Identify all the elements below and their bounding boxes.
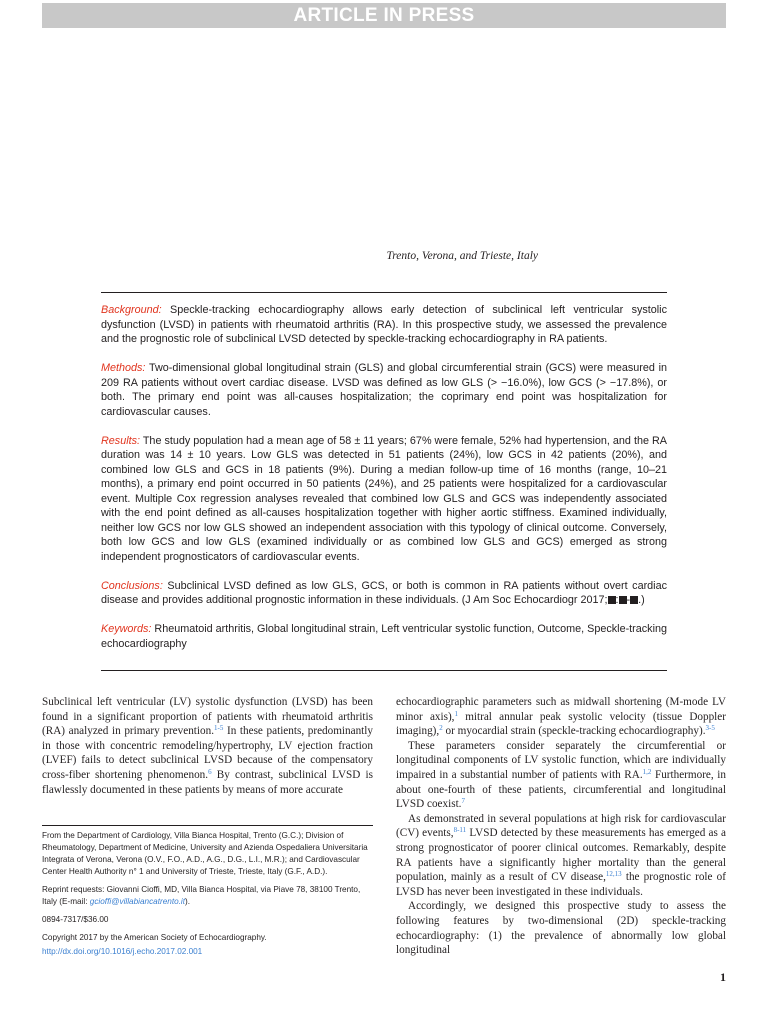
right-p1-text-3: or myocardial strain (speckle-tracking echocardiography). (442, 725, 706, 738)
citation-ref[interactable]: 1,2 (642, 767, 652, 776)
author-affiliation-line: Trento, Verona, and Trieste, Italy (386, 250, 538, 262)
background-label: Background: (101, 304, 162, 316)
right-paragraph-3 (396, 812, 726, 900)
doi-link[interactable]: http://dx.doi.org/10.1016/j.echo.2017.02.001 (42, 947, 203, 956)
issue-placeholder-square (619, 596, 627, 604)
citation-ref[interactable]: 8-11 (453, 826, 467, 835)
conclusions-label: Conclusions: (101, 579, 163, 592)
citation-ref[interactable]: 12,13 (605, 870, 622, 879)
volume-placeholder-square (608, 596, 616, 604)
citation-ref[interactable]: 6 (208, 767, 212, 776)
footnote-issn: 0894-7317/$36.00 (42, 915, 109, 924)
abstract-bottom-rule (101, 670, 667, 671)
abstract-results (101, 434, 667, 565)
citation-ref[interactable]: 3-5 (705, 724, 715, 733)
right-p3-text-2: LVSD detected by these measurements has emerged as a strong prognosticator of poorer clinical outcomes. Remarkably, despite RA patients have a significantly higher mortality than the general population, mainly as a result of CV disease, (396, 827, 726, 884)
citation-end: .) (638, 594, 645, 606)
citation-ref[interactable]: 1-5 (214, 724, 224, 733)
abstract-conclusions (101, 579, 667, 608)
footnote-reprint (42, 884, 373, 908)
right-paragraph-1 (396, 695, 726, 739)
abstract-keywords (101, 622, 667, 651)
right-p3-text-1: As demonstrated in several populations at high risk for cardiovascular (CV) events, (396, 812, 726, 840)
right-p2-text-1: These parameters consider separately the circumferential or longitudinal components of LV systolic function, which are individually impaired in a substantial number of patients with RA. (396, 739, 726, 781)
citation-ref[interactable]: 2 (439, 724, 443, 733)
conclusions-text: Subclinical LVSD defined as low GLS, GCS, or both is common in RA patients without overt cardiac disease and provides additional prognostic information in these individuals. (J Am Soc Echocardiogr 2017; (101, 579, 667, 606)
results-label: Results: (101, 434, 141, 447)
page-placeholder-square (630, 596, 638, 604)
results-text: The study population had a mean age of 58 ± 11 years; 67% were female, 52% had hypertension, and the RA duration was 14 ± 10 years. Low GLS was detected in 51 patients (24%), low GCS in 42 patients (20%), and combined low GLS and GCS in 18 patients (9%). During a median follow-up time of 16 months (range, 10–21 months), a primary end point occurred in 50 patients (24%), and 25 patients were hospitalized for a cardiovascular event. Multiple Cox regression analyses revealed that combined low GLS and GCS was independently associated with the end point defined as all-causes hospitalization together with higher aortic stiffness. Examined individually, neither low GCS nor low GLS showed an independent association with this typology of clinical outcome. Conversely, both low GCS and low GLS (examined individually or as combined low GLS and GCS) emerged as strong independent prognosticators of cardiovascular events. (101, 434, 667, 563)
background-text: Speckle-tracking echocardiography allows early detection of subclinical left ventricular systolic dysfunction (LVSD) in patients with rheumatoid arthritis (RA). In this prospective study, we assessed the prevalence and the prognostic role of subclinical LVSD detected by speckle-tracking echocardiography in RA patients. (101, 304, 667, 345)
methods-text: Two-dimensional global longitudinal strain (GLS) and global circumferential strain (GCS) were measured in 209 RA patients without overt cardiac disease. LVSD was defined as low GLS (> −16.0%), low GCS (> −17.8%), or both. The primary end point was all-causes hospitalization; the coprimary end point was hospitalization for cardiovascular causes. (101, 362, 667, 418)
body-left-column (42, 695, 373, 797)
abstract-methods (101, 361, 667, 419)
reprint-suffix: ). (185, 897, 191, 906)
reprint-text: Reprint requests: Giovanni Cioffi, MD, Villa Bianca Hospital, via Piave 78, 38100 Trento, Italy (E-mail: (42, 885, 361, 906)
right-paragraph-4 (396, 899, 726, 957)
abstract (101, 303, 667, 666)
article-in-press-banner: ARTICLE IN PRESS (42, 3, 726, 28)
citation-ref[interactable]: 7 (461, 797, 465, 806)
right-p4-text-1: Accordingly, we designed this prospective study to assess the following features by two-dimensional (2D) speckle-tracking echocardiography: (1) the prevalence of abnormally low global longitudinal (396, 900, 726, 957)
keywords-text: Rheumatoid arthritis, Global longitudinal strain, Left ventricular systolic function, Outcome, Speckle-tracking echocardiography (101, 623, 667, 650)
reprint-email-link[interactable]: gcioffi@villabiancatrento.it (89, 897, 186, 906)
methods-label: Methods: (101, 362, 146, 374)
page-number: 1 (720, 970, 726, 984)
right-p3-text-3: the prognostic role of LVSD has never been investigated in these individuals. (396, 871, 726, 898)
intro-p1-text-3: By contrast, subclinical LVSD is flawlessly documented in these patients by means of more accurate (42, 768, 373, 796)
footnotes (42, 830, 373, 964)
footnote-affiliations: From the Department of Cardiology, Villa Bianca Hospital, Trento (G.C.); Division of Rheumatology, Department of Medicine, University and Azienda Ospedaliera Universitaria Integrata of Verona, Verona (O.V., F.O., A.D., A.G., D.G., L.I., M.R.); and Cardiovascular Center Health Authority n° 1 and University of Trieste, Trieste, Italy (G.F., A.D.). (42, 831, 368, 876)
citation-separator-dash: - (626, 594, 631, 606)
body-right-column (396, 695, 726, 958)
right-p1-text-2: mitral annular peak systolic velocity (tissue Doppler imaging), (396, 710, 726, 738)
footnote-copyright: Copyright 2017 by the American Society of Echocardiography. (42, 933, 267, 942)
right-paragraph-2 (396, 739, 726, 812)
citation-separator-colon: : (615, 594, 619, 606)
abstract-background (101, 303, 667, 347)
keywords-label: Keywords: (101, 623, 152, 635)
citation-ref[interactable]: 1 (454, 709, 458, 718)
intro-paragraph-1 (42, 695, 373, 797)
intro-p1-text-1: Subclinical left ventricular (LV) systolic dysfunction (LVSD) has been found in a significant proportion of patients with rheumatoid arthritis (RA) analyzed in primary prevention. (42, 696, 373, 738)
right-p2-text-2: Furthermore, in about one-fourth of these patients, circumferential and longitudinal LVSD coexist. (396, 768, 726, 811)
intro-p1-text-2: In these patients, predominantly in those with concentric remodeling/hypertrophy, LV ejection fraction (LVEF) fails to detect subclinical LVSD because of the compensatory cross-fiber shortening phenomenon. (42, 725, 373, 781)
footnote-rule (42, 825, 373, 826)
right-p1-text-1: echocardiographic parameters such as midwall shortening (M-mode LV minor axis), (396, 696, 726, 723)
abstract-top-rule (101, 292, 667, 293)
